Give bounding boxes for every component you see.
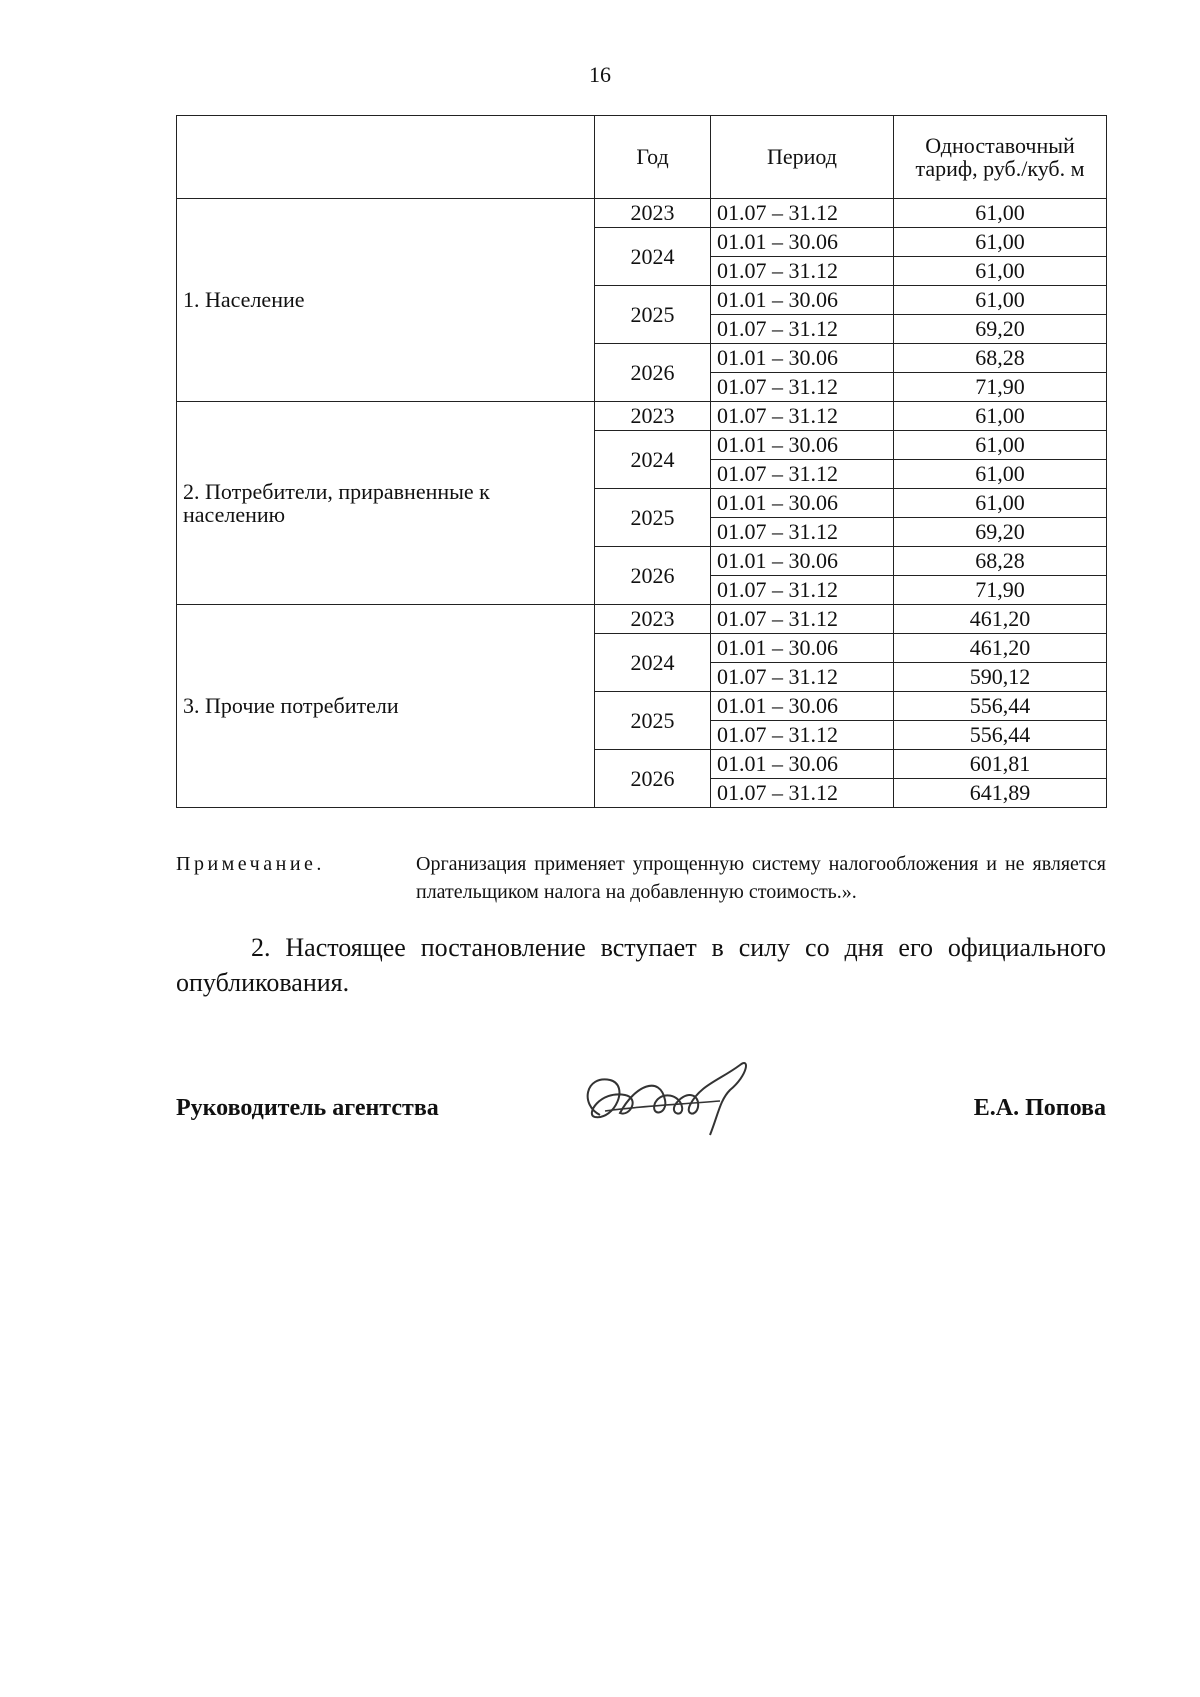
table-header-row: [177, 116, 1107, 199]
period-cell: 01.01 – 30.06: [711, 228, 894, 257]
consumer-category: 1. Население: [177, 199, 595, 402]
handwritten-signature: [570, 1045, 770, 1145]
table-row: [177, 605, 1107, 634]
note-text: Организация применяет упрощенную систему налогообложения и не является плательщиком налога на добавленную стоимость.».: [416, 853, 1106, 903]
period-cell: 01.07 – 31.12: [711, 663, 894, 692]
year-cell: 2024: [595, 634, 711, 692]
year-cell: 2024: [595, 228, 711, 286]
tariff-cell: 461,20: [894, 634, 1107, 663]
page-number: 16: [589, 62, 611, 87]
period-cell: 01.01 – 30.06: [711, 634, 894, 663]
tariff-cell: 61,00: [894, 199, 1107, 228]
year-cell: 2026: [595, 344, 711, 402]
tariff-cell: 61,00: [894, 257, 1107, 286]
tariff-table-body: [177, 199, 1107, 808]
consumer-category: 2. Потребители, приравненные к населению: [177, 402, 595, 605]
period-cell: 01.07 – 31.12: [711, 257, 894, 286]
decree-paragraph: 2. Настоящее постановление вступает в силу со дня его официального опубликования.: [176, 933, 1106, 997]
year-cell: 2025: [595, 489, 711, 547]
tariff-cell: 641,89: [894, 779, 1107, 808]
year-cell: 2023: [595, 605, 711, 634]
period-cell: 01.07 – 31.12: [711, 605, 894, 634]
period-cell: 01.01 – 30.06: [711, 692, 894, 721]
period-cell: 01.01 – 30.06: [711, 286, 894, 315]
tariff-table: [176, 115, 1107, 808]
period-cell: 01.07 – 31.12: [711, 576, 894, 605]
tariff-cell: 61,00: [894, 489, 1107, 518]
tariff-cell: 461,20: [894, 605, 1107, 634]
note-label: Примечание.: [176, 853, 325, 875]
period-cell: 01.07 – 31.12: [711, 402, 894, 431]
period-cell: 01.07 – 31.12: [711, 518, 894, 547]
tariff-cell: 71,90: [894, 373, 1107, 402]
year-cell: 2024: [595, 431, 711, 489]
tariff-cell: 69,20: [894, 315, 1107, 344]
tariff-cell: 590,12: [894, 663, 1107, 692]
tariff-cell: 61,00: [894, 460, 1107, 489]
tariff-cell: 61,00: [894, 431, 1107, 460]
year-cell: 2026: [595, 547, 711, 605]
year-cell: 2025: [595, 286, 711, 344]
tariff-cell: 61,00: [894, 286, 1107, 315]
tariff-cell: 556,44: [894, 692, 1107, 721]
period-cell: 01.01 – 30.06: [711, 344, 894, 373]
header-year: Год: [595, 116, 711, 199]
period-cell: 01.07 – 31.12: [711, 373, 894, 402]
tariff-cell: 61,00: [894, 402, 1107, 431]
period-cell: 01.07 – 31.12: [711, 779, 894, 808]
signatory-name: Е.А. Попова: [973, 1095, 1106, 1121]
period-cell: 01.07 – 31.12: [711, 199, 894, 228]
tariff-cell: 556,44: [894, 721, 1107, 750]
year-cell: 2023: [595, 402, 711, 431]
table-row: [177, 199, 1107, 228]
year-cell: 2025: [595, 692, 711, 750]
period-cell: 01.01 – 30.06: [711, 431, 894, 460]
tariff-cell: 601,81: [894, 750, 1107, 779]
header-period: Период: [711, 116, 894, 199]
consumer-category: 3. Прочие потребители: [177, 605, 595, 808]
header-tariff: Одноставочный тариф, руб./куб. м: [894, 116, 1107, 199]
tariff-cell: 68,28: [894, 547, 1107, 576]
tariff-cell: 61,00: [894, 228, 1107, 257]
signatory-position: Руководитель агентства: [176, 1095, 439, 1121]
period-cell: 01.01 – 30.06: [711, 750, 894, 779]
year-cell: 2023: [595, 199, 711, 228]
period-cell: 01.07 – 31.12: [711, 315, 894, 344]
table-row: [177, 402, 1107, 431]
tariff-cell: 71,90: [894, 576, 1107, 605]
year-cell: 2026: [595, 750, 711, 808]
tariff-cell: 69,20: [894, 518, 1107, 547]
tariff-cell: 68,28: [894, 344, 1107, 373]
period-cell: 01.07 – 31.12: [711, 460, 894, 489]
header-category: [177, 116, 595, 199]
period-cell: 01.07 – 31.12: [711, 721, 894, 750]
period-cell: 01.01 – 30.06: [711, 489, 894, 518]
period-cell: 01.01 – 30.06: [711, 547, 894, 576]
